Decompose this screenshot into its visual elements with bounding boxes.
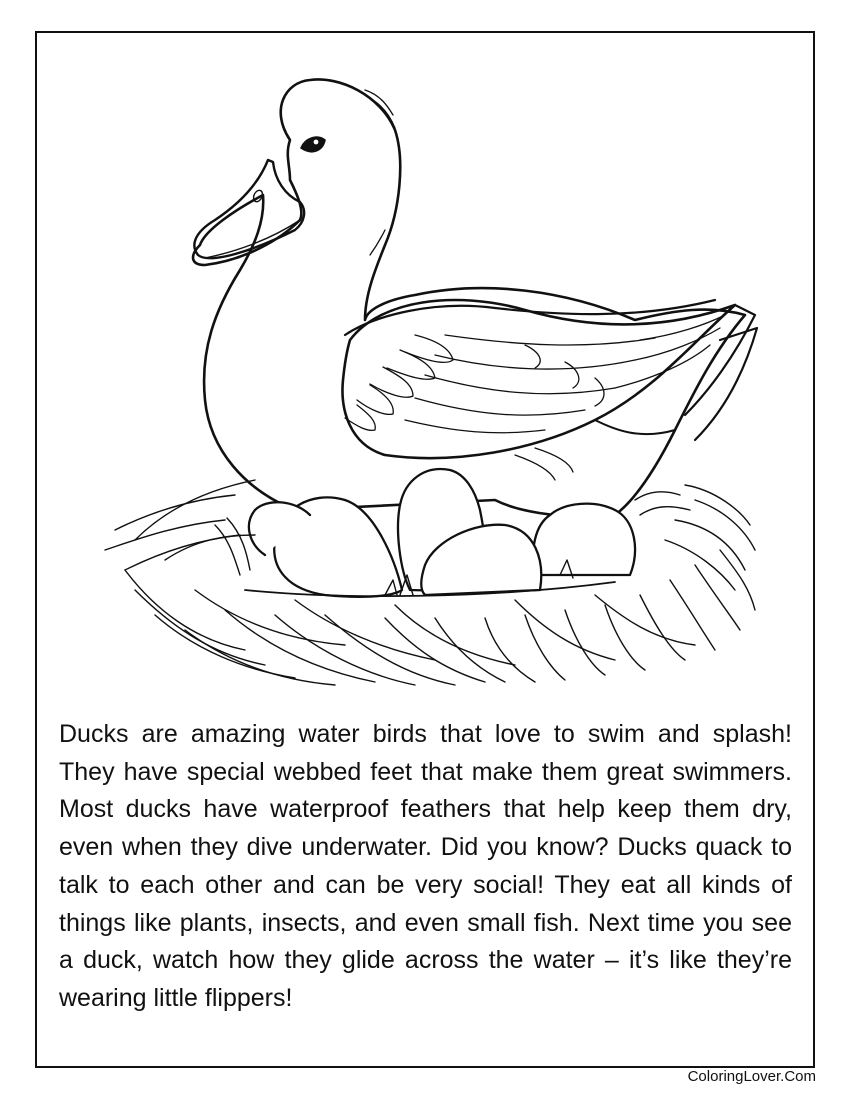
eggs-icon bbox=[249, 469, 635, 597]
duck-on-nest-illustration bbox=[95, 70, 765, 700]
beak-icon bbox=[194, 160, 304, 258]
wing-feathers-icon bbox=[345, 315, 725, 480]
duck-facts-paragraph: Ducks are amazing water birds that love to swim and splash! They have special webbed feet that make them great swimmers. Most ducks have waterproof feathers that help keep them dry, even when they dive underwater. Did you know? Ducks quack to talk to each other and can be very social! They eat all kinds of things like plants, insects, and even small fish. Next time you see a duck, watch how they glide across the water – it’s like they’re wearing little flippers! bbox=[59, 720, 792, 1012]
wing-icon bbox=[342, 300, 757, 458]
duck-body-icon bbox=[193, 79, 745, 516]
eye-icon bbox=[301, 137, 325, 152]
site-credit: ColoringLover.Com bbox=[687, 1068, 816, 1085]
